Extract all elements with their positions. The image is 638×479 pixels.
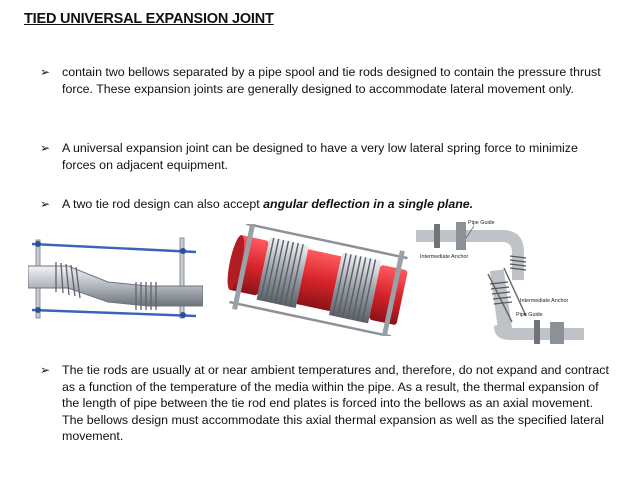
bullet-1 bbox=[40, 64, 610, 97]
piping-guide-diagram bbox=[416, 216, 584, 344]
bullet-3 bbox=[40, 196, 610, 213]
bullet-2 bbox=[40, 140, 610, 173]
bullet-arrow-icon: ➢ bbox=[40, 141, 51, 155]
bullet-1-text: contain two bellows separated by a pipe spool and tie rods designed to contain the pressure thrust force. These expansion joints are generally designed to accommodate lateral movement only. bbox=[62, 65, 601, 96]
bullet-arrow-icon: ➢ bbox=[40, 197, 51, 211]
red-spool-joint-image bbox=[226, 224, 411, 336]
label-pipe-guide-top: Pipe Guide bbox=[468, 220, 495, 226]
label-intermediate-anchor-left: Intermediate Anchor bbox=[420, 254, 469, 260]
bullet-arrow-icon: ➢ bbox=[40, 65, 51, 79]
label-intermediate-anchor-right: Intermediate Anchor bbox=[520, 298, 569, 304]
angled-tied-joint-image bbox=[28, 232, 203, 324]
slide-title: TIED UNIVERSAL EXPANSION JOINT bbox=[24, 11, 274, 27]
bullet-2-text: A universal expansion joint can be designed to have a very low lateral spring force to minimize forces on adjacent equipment. bbox=[62, 141, 578, 172]
bullet-3-emphasis: angular deflection in a single plane. bbox=[263, 197, 474, 211]
bullet-3-text bbox=[40, 196, 610, 213]
bullet-3-prefix: A two tie rod design can also accept bbox=[62, 197, 264, 211]
label-pipe-guide-bottom: Pipe Guide bbox=[516, 312, 543, 318]
bullet-4-text: The tie rods are usually at or near ambient temperatures and, therefore, do not expand and contract as a function of the temperature of the media within the pipe. As a result, the thermal expansion of the length of pipe between the tie rod end plates is forced into the bellows as an axial movement. The bellows design must accommodate this axial thermal expansion as well as the specified lateral movement. bbox=[62, 363, 609, 444]
bullet-4 bbox=[40, 362, 610, 445]
bullet-arrow-icon: ➢ bbox=[40, 363, 51, 377]
